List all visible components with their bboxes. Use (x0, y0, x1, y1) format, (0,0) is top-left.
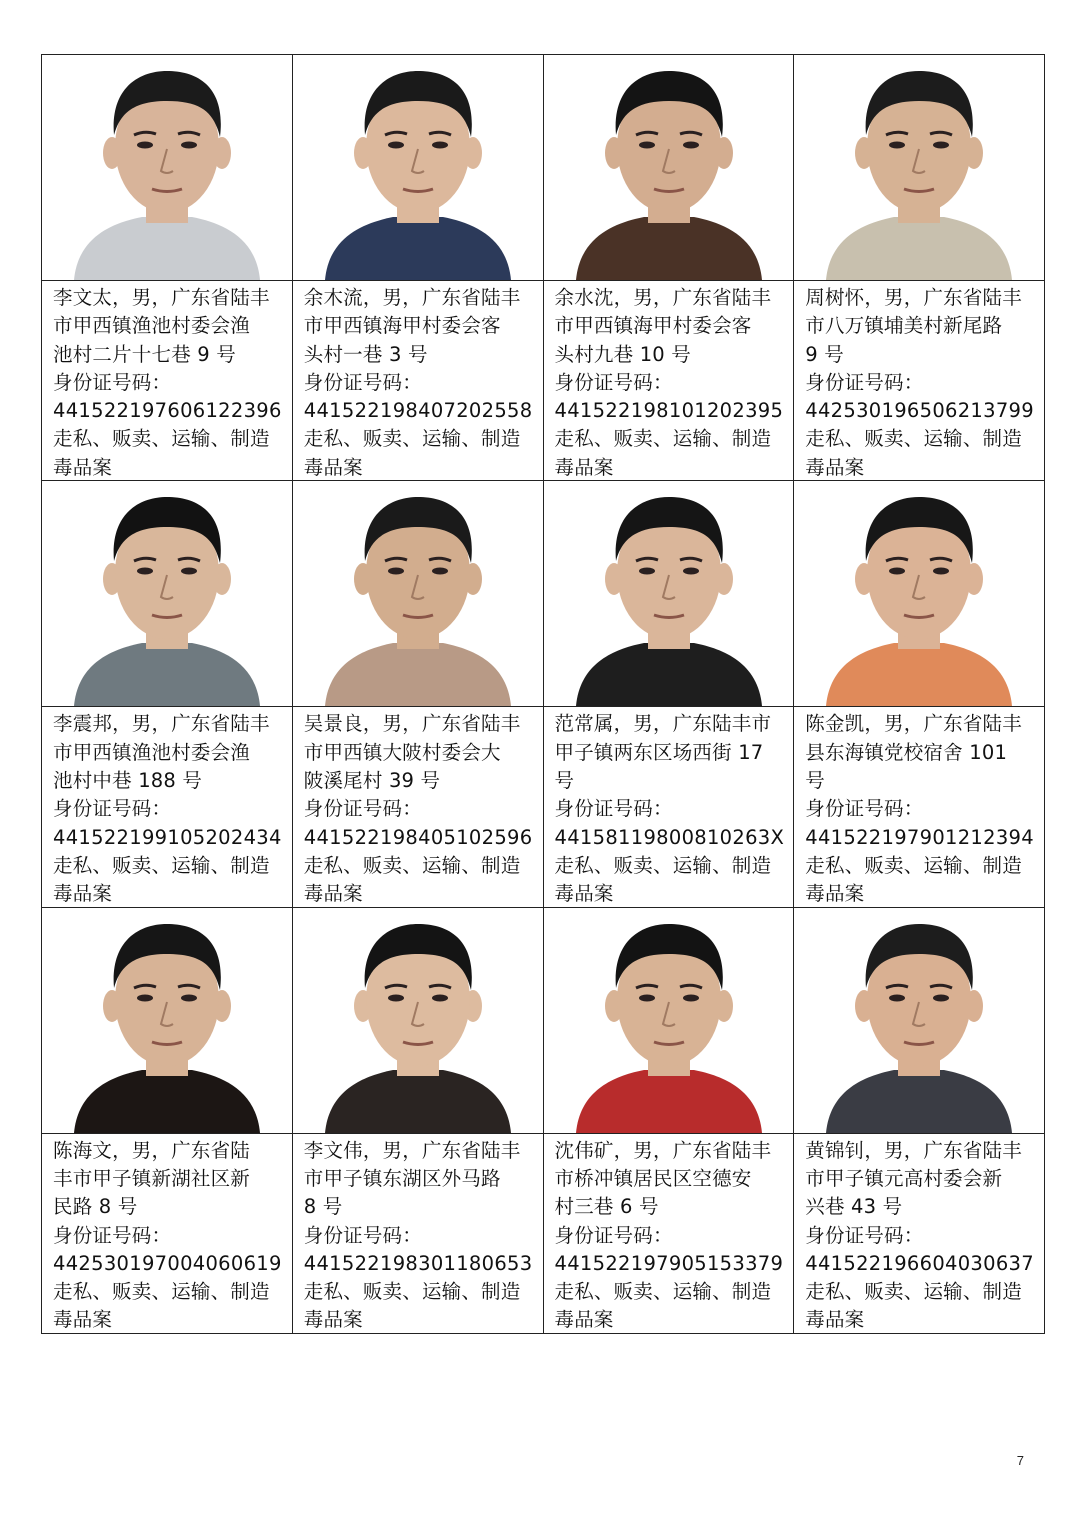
id-number: 441522198407202558 (303, 399, 533, 423)
address-line: 市甲子镇元高村委会新 (805, 1166, 1003, 1190)
address-line: 市甲西镇海甲村委会客 (554, 314, 752, 338)
case-description: 走私、贩卖、运输、制造 (805, 1280, 1022, 1304)
case-description: 走私、贩卖、运输、制造 (805, 427, 1022, 451)
address-line: 头村九巷 10 号 (554, 342, 692, 366)
address-line: 市甲西镇海甲村委会客 (303, 314, 501, 338)
address-line: 市甲西镇渔池村委会渔 (53, 314, 251, 338)
page-number: 7 (1016, 1453, 1024, 1468)
portrait-photo (794, 55, 1044, 281)
id-label: 身份证号码： (554, 1223, 673, 1247)
portrait-photo (544, 481, 794, 707)
case-description: 毒品案 (53, 1308, 113, 1332)
id-number: 441522197606122396 (53, 399, 282, 423)
address-line: 池村二片十七巷 9 号 (53, 342, 237, 366)
case-description: 走私、贩卖、运输、制造 (554, 427, 772, 451)
person-card (293, 908, 544, 1334)
portrait-illustration (794, 908, 1044, 1133)
person-info (544, 281, 794, 481)
id-label: 身份证号码： (53, 797, 172, 821)
id-number: 441522196604030637 (805, 1251, 1034, 1275)
person-name-line: 陈金凯，男，广东省陆丰 (805, 712, 1022, 736)
person-info (794, 707, 1044, 907)
case-description: 毒品案 (805, 882, 865, 906)
person-card (544, 908, 795, 1334)
person-info (293, 1134, 543, 1334)
id-number: 441522197901212394 (805, 825, 1034, 849)
id-number: 44158119800810263X (554, 825, 785, 849)
case-description: 走私、贩卖、运输、制造 (554, 853, 772, 877)
address-line: 8 号 (303, 1195, 343, 1219)
person-info (42, 1134, 292, 1334)
person-card (794, 908, 1045, 1334)
case-description: 毒品案 (53, 455, 113, 479)
id-number: 441522198301180653 (303, 1251, 533, 1275)
case-description: 走私、贩卖、运输、制造 (53, 1280, 270, 1304)
id-label: 身份证号码： (554, 370, 673, 394)
portrait-illustration (42, 55, 292, 280)
id-number: 441522198405102596 (303, 825, 533, 849)
case-description: 毒品案 (805, 455, 865, 479)
case-description: 毒品案 (554, 1308, 614, 1332)
portrait-photo (544, 55, 794, 281)
address-line: 甲子镇两东区场西街 17 (554, 740, 764, 764)
person-name-line: 余木流，男，广东省陆丰 (303, 286, 521, 309)
person-info (544, 1134, 794, 1334)
address-line: 号 (805, 768, 825, 792)
portrait-illustration (293, 481, 543, 706)
address-line: 市八万镇埔美村新尾路 (805, 314, 1003, 338)
address-line: 9 号 (805, 342, 844, 366)
address-line: 市桥冲镇居民区空德安 (554, 1166, 752, 1190)
portrait-illustration (293, 908, 543, 1133)
id-label: 身份证号码： (303, 797, 422, 821)
portrait-illustration (544, 908, 794, 1133)
person-card (42, 55, 293, 481)
person-card (42, 481, 293, 907)
case-description: 走私、贩卖、运输、制造 (53, 853, 270, 877)
id-label: 身份证号码： (53, 1223, 172, 1247)
portrait-illustration (293, 55, 543, 280)
id-label: 身份证号码： (805, 797, 924, 821)
case-description: 毒品案 (554, 882, 614, 906)
case-description: 走私、贩卖、运输、制造 (303, 1280, 521, 1304)
id-label: 身份证号码： (303, 1223, 422, 1247)
person-info (794, 1134, 1044, 1334)
person-name-line: 李震邦，男，广东省陆丰 (53, 712, 270, 736)
id-label: 身份证号码： (554, 797, 673, 821)
person-name-line: 黄锦钊，男，广东省陆丰 (805, 1138, 1022, 1162)
id-number: 442530196506213799 (805, 399, 1034, 423)
case-description: 毒品案 (554, 455, 614, 479)
id-number: 442530197004060619 (53, 1251, 282, 1275)
case-description: 走私、贩卖、运输、制造 (303, 427, 521, 451)
portrait-illustration (42, 481, 292, 706)
address-line: 市甲西镇大陂村委会大 (303, 740, 501, 764)
person-name-line: 沈伟矿，男，广东省陆丰 (554, 1138, 772, 1162)
address-line: 村三巷 6 号 (554, 1195, 659, 1219)
portrait-photo (42, 481, 292, 707)
person-card (794, 55, 1045, 481)
case-description: 毒品案 (303, 882, 363, 906)
case-description: 毒品案 (53, 882, 113, 906)
portrait-photo (293, 908, 543, 1134)
address-line: 民路 8 号 (53, 1195, 138, 1219)
address-line: 市甲西镇渔池村委会渔 (53, 740, 251, 764)
person-name-line: 吴景良，男，广东省陆丰 (303, 712, 521, 736)
portrait-photo (794, 481, 1044, 707)
person-name-line: 范常属，男，广东陆丰市 (554, 712, 772, 736)
portrait-illustration (42, 908, 292, 1133)
person-name-line: 周树怀，男，广东省陆丰 (805, 286, 1022, 309)
person-info (794, 281, 1044, 481)
address-line: 池村中巷 188 号 (53, 768, 203, 792)
person-info (42, 281, 292, 481)
case-description: 走私、贩卖、运输、制造 (554, 1280, 772, 1304)
portrait-photo (544, 908, 794, 1134)
portrait-photo (293, 55, 543, 281)
address-line: 头村一巷 3 号 (303, 342, 428, 366)
portrait-photo (42, 908, 292, 1134)
person-name-line: 李文太，男，广东省陆丰 (53, 286, 270, 309)
person-card (293, 481, 544, 907)
address-line: 兴巷 43 号 (805, 1195, 903, 1219)
person-name-line: 陈海文，男，广东省陆 (53, 1138, 251, 1162)
case-description: 毒品案 (303, 1308, 363, 1332)
id-label: 身份证号码： (53, 370, 172, 394)
id-label: 身份证号码： (805, 1223, 924, 1247)
portrait-photo (42, 55, 292, 281)
person-card (544, 55, 795, 481)
case-description: 走私、贩卖、运输、制造 (53, 427, 270, 451)
case-description: 走私、贩卖、运输、制造 (805, 853, 1022, 877)
case-description: 毒品案 (805, 1308, 865, 1332)
person-info (293, 281, 543, 481)
portrait-illustration (544, 481, 794, 706)
address-line: 市甲子镇东湖区外马路 (303, 1166, 501, 1190)
portrait-illustration (794, 55, 1044, 280)
person-info (42, 707, 292, 907)
portrait-photo (794, 908, 1044, 1134)
person-info (293, 707, 543, 907)
portrait-photo (293, 481, 543, 707)
person-name-line: 李文伟，男，广东省陆丰 (303, 1138, 521, 1162)
portrait-illustration (794, 481, 1044, 706)
id-number: 441522197905153379 (554, 1251, 784, 1275)
address-line: 陂溪尾村 39 号 (303, 768, 441, 792)
address-line: 县东海镇党校宿舍 101 (805, 740, 1008, 764)
wanted-persons-grid (41, 54, 1045, 1334)
person-card (42, 908, 293, 1334)
address-line: 丰市甲子镇新湖社区新 (53, 1166, 251, 1190)
person-name-line: 余水沈，男，广东省陆丰 (554, 286, 772, 309)
person-info (544, 707, 794, 907)
person-card (794, 481, 1045, 907)
id-label: 身份证号码： (303, 370, 422, 394)
case-description: 毒品案 (303, 455, 363, 479)
case-description: 走私、贩卖、运输、制造 (303, 853, 521, 877)
person-card (293, 55, 544, 481)
id-number: 441522199105202434 (53, 825, 282, 849)
id-number: 441522198101202395 (554, 399, 784, 423)
id-label: 身份证号码： (805, 370, 924, 394)
portrait-illustration (544, 55, 794, 280)
address-line: 号 (554, 768, 575, 792)
person-card (544, 481, 795, 907)
